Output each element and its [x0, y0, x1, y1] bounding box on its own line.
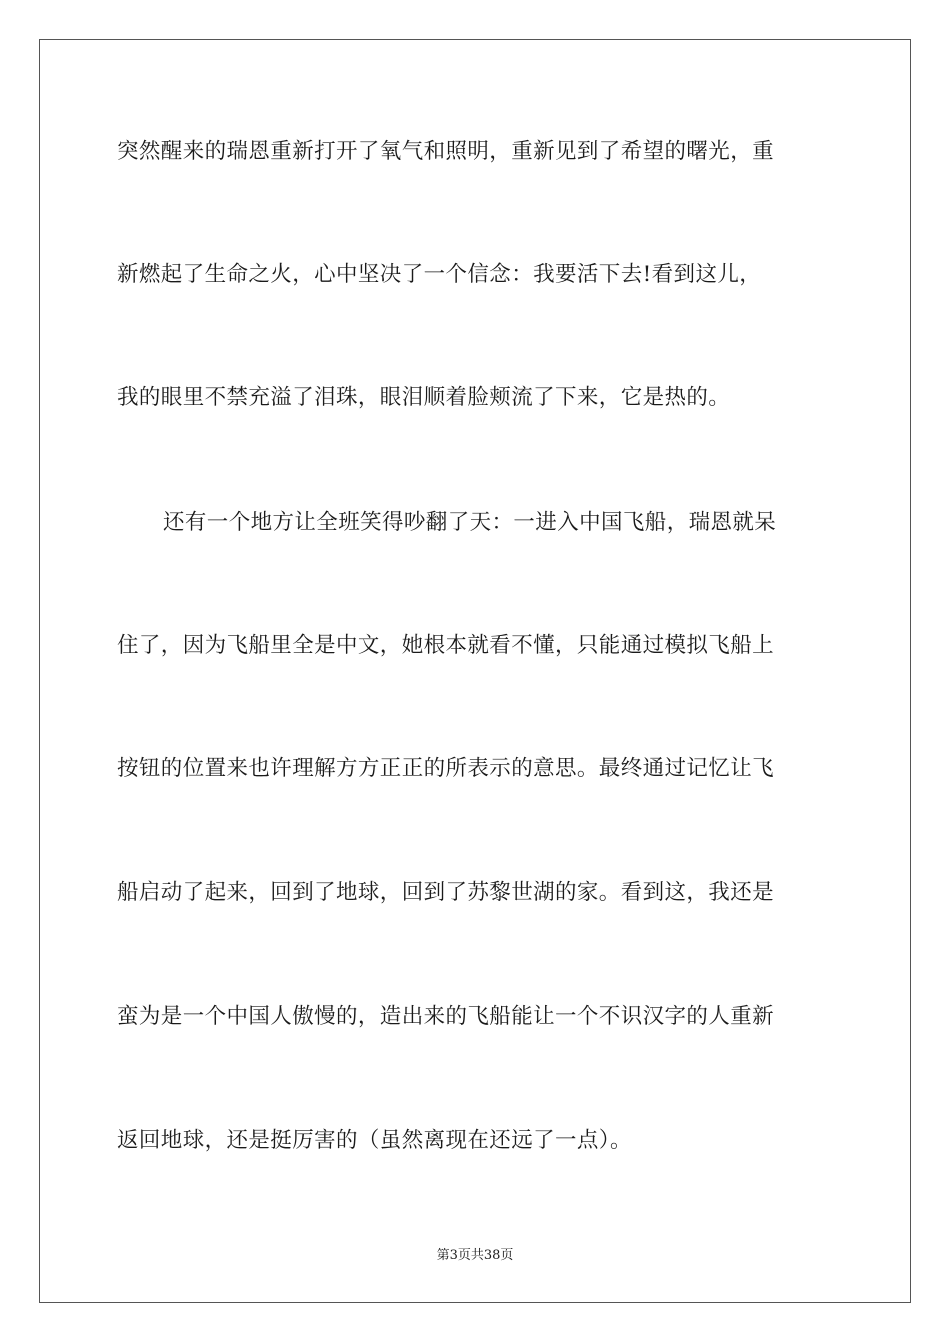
page-border	[39, 39, 911, 1303]
body-line-6: 按钮的位置来也许理解方方正正的所表示的意思。最终通过记忆让飞	[117, 756, 775, 781]
body-line-9: 返回地球，还是挺厉害的（虽然离现在还远了一点）。	[117, 1128, 632, 1153]
body-line-2: 新燃起了生命之火，心中坚决了一个信念：我要活下去!看到这儿，	[117, 262, 762, 287]
body-line-5: 住了，因为飞船里全是中文，她根本就看不懂，只能通过模拟飞船上	[117, 633, 775, 658]
body-line-4: 还有一个地方让全班笑得吵翻了天：一进入中国飞船，瑞恩就呆	[163, 510, 777, 535]
body-line-3: 我的眼里不禁充溢了泪珠，眼泪顺着脸颊流了下来，它是热的。	[117, 385, 731, 410]
page-total: 共38页	[470, 1248, 514, 1263]
body-line-8: 蛮为是一个中国人傲慢的，造出来的飞船能让一个不识汉字的人重新	[117, 1004, 775, 1029]
page-number: 第3页	[436, 1248, 471, 1263]
page-footer	[0, 1247, 950, 1265]
body-line-1: 突然醒来的瑞恩重新打开了氧气和照明，重新见到了希望的曙光，重	[117, 139, 775, 164]
body-line-7: 船启动了起来，回到了地球，回到了苏黎世湖的家。看到这，我还是	[117, 880, 775, 905]
